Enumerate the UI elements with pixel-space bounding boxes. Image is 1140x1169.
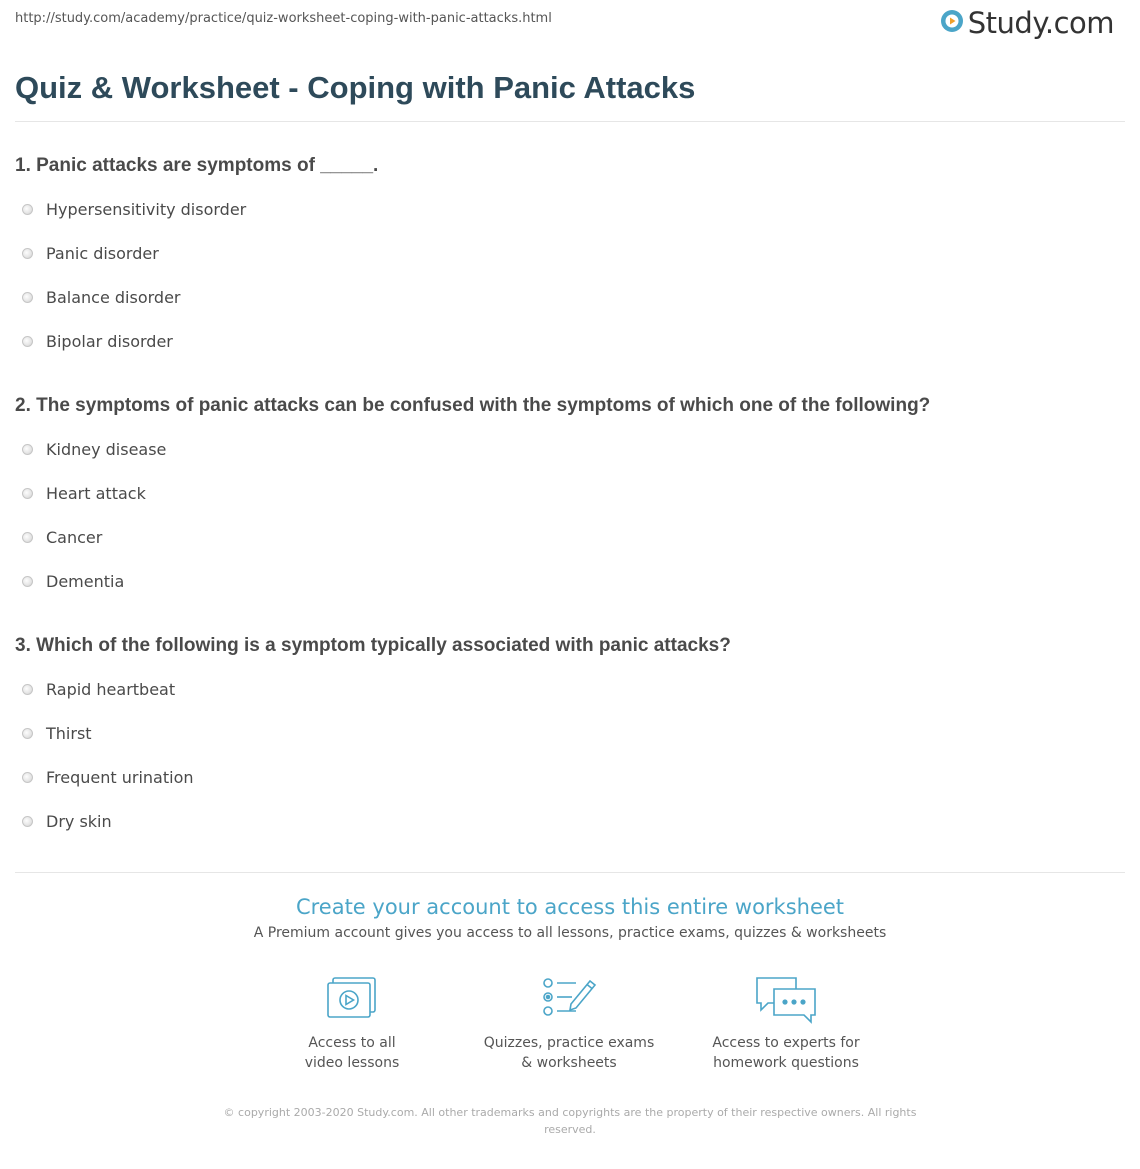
video-lessons-icon: [242, 975, 462, 1021]
radio-button[interactable]: [22, 532, 33, 543]
radio-button[interactable]: [22, 576, 33, 587]
question-3-option-2[interactable]: [22, 724, 92, 743]
question-3-option-3[interactable]: [22, 768, 194, 787]
option-label: Heart attack: [46, 484, 146, 503]
study-logo[interactable]: [940, 6, 1114, 40]
question-1-option-4[interactable]: [22, 332, 173, 351]
quiz-divider: [15, 872, 1125, 873]
question-2-option-2[interactable]: [22, 484, 146, 503]
question-2-option-1[interactable]: [22, 440, 166, 459]
question-3-text: 3. Which of the following is a symptom typically associated with panic attacks?: [15, 635, 731, 656]
logo-text: Study.com: [967, 6, 1114, 40]
feature-label-line1: Quizzes, practice exams: [483, 1035, 655, 1051]
question-1-text: 1. Panic attacks are symptoms of _____.: [15, 155, 379, 176]
radio-button[interactable]: [22, 488, 33, 499]
feature-quizzes: [459, 975, 679, 1073]
page-url: http://study.com/academy/practice/quiz-worksheet-coping-with-panic-attacks.html: [15, 11, 552, 26]
option-label: Dry skin: [46, 812, 112, 831]
page-title: Quiz & Worksheet - Coping with Panic Attacks: [15, 70, 696, 105]
option-label: Thirst: [46, 724, 92, 743]
question-1-option-1[interactable]: [22, 200, 246, 219]
option-label: Cancer: [46, 528, 103, 547]
feature-label-line2: video lessons: [304, 1055, 400, 1071]
quiz-checklist-icon: [459, 975, 679, 1021]
option-label: Balance disorder: [46, 288, 181, 307]
header-divider: [15, 121, 1125, 122]
feature-experts: [676, 975, 896, 1073]
radio-button[interactable]: [22, 204, 33, 215]
option-label: Bipolar disorder: [46, 332, 173, 351]
radio-button[interactable]: [22, 816, 33, 827]
radio-button[interactable]: [22, 728, 33, 739]
option-label: Hypersensitivity disorder: [46, 200, 247, 219]
radio-button[interactable]: [22, 444, 33, 455]
radio-button[interactable]: [22, 336, 33, 347]
question-3-option-1[interactable]: [22, 680, 175, 699]
question-2-option-4[interactable]: [22, 572, 124, 591]
feature-video-lessons: [242, 975, 462, 1073]
create-account-link[interactable]: Create your account to access this entire worksheet: [295, 895, 845, 919]
question-2-text: 2. The symptoms of panic attacks can be confused with the symptoms of which one of the following?: [15, 395, 931, 416]
radio-button[interactable]: [22, 292, 33, 303]
radio-button[interactable]: [22, 248, 33, 259]
cta-subtitle: A Premium account gives you access to all lessons, practice exams, quizzes & worksheets: [253, 925, 887, 941]
option-label: Panic disorder: [46, 244, 159, 263]
question-1-option-3[interactable]: [22, 288, 181, 307]
option-label: Kidney disease: [46, 440, 167, 459]
play-circle-icon: [940, 9, 964, 37]
option-label: Dementia: [46, 572, 125, 591]
radio-button[interactable]: [22, 684, 33, 695]
option-label: Rapid heartbeat: [46, 680, 176, 699]
option-label: Frequent urination: [46, 768, 194, 787]
question-3-option-4[interactable]: [22, 812, 112, 831]
feature-label-line2: homework questions: [713, 1055, 859, 1071]
copyright-footer: © copyright 2003-2020 Study.com. All other trademarks and copyrights are the property of their respective owners. All rights reserved.: [223, 1106, 917, 1136]
question-1-option-2[interactable]: [22, 244, 159, 263]
radio-button[interactable]: [22, 772, 33, 783]
feature-label-line1: Access to all: [308, 1035, 396, 1051]
feature-label-line1: Access to experts for: [712, 1035, 860, 1051]
question-2-option-3[interactable]: [22, 528, 102, 547]
feature-label-line2: & worksheets: [521, 1055, 617, 1071]
chat-bubbles-icon: [676, 975, 896, 1025]
